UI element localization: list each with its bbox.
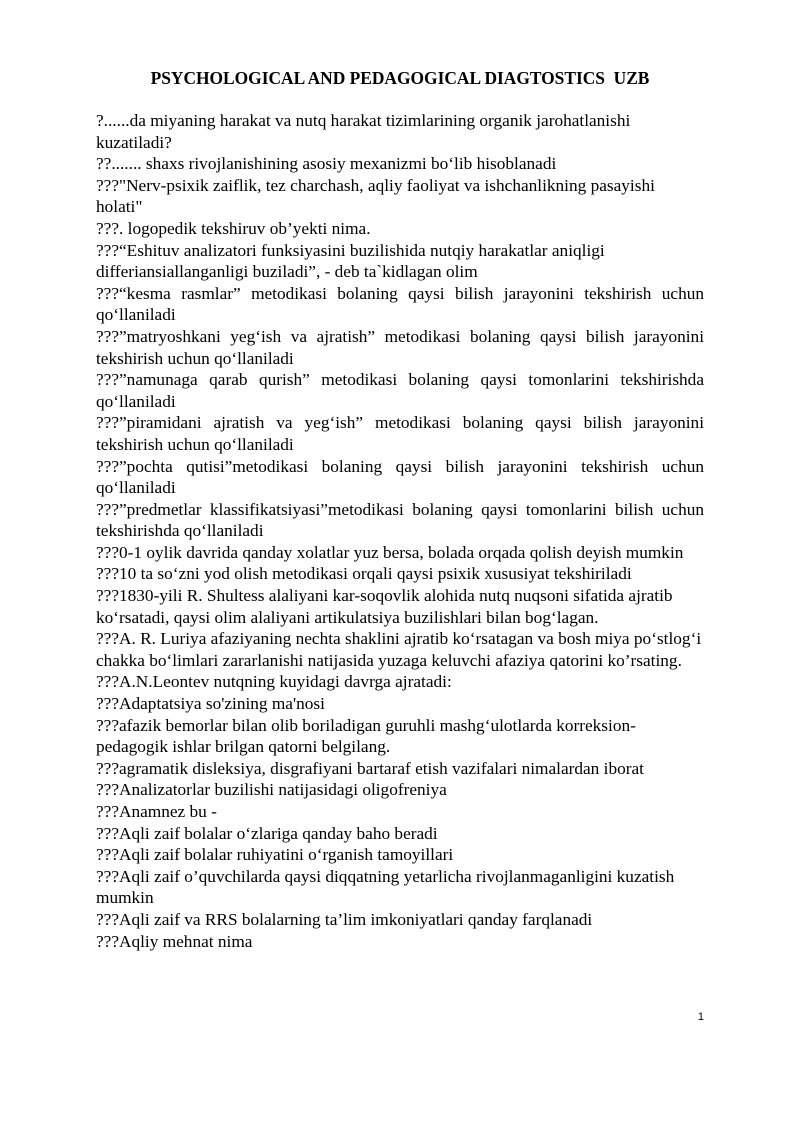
question-item: ???”predmetlar klassifikatsiyasi”metodikasi bolaning qaysi tomonlarini bilish uchun tekshirishda qo‘llaniladi	[96, 499, 704, 541]
question-item: ???Adaptatsiya so'zining ma'nosi	[96, 694, 325, 714]
question-item: ??....... shaxs rivojlanishining asosiy mexanizmi bo‘lib hisoblanadi	[96, 154, 557, 174]
question-item: ???”matryoshkani yeg‘ish va ajratish” metodikasi bolaning qaysi bilish jarayonini tekshirish uchun qo‘llaniladi	[96, 326, 704, 368]
question-item: ???”namunaga qarab qurish” metodikasi bolaning qaysi tomonlarini tekshirishda qo‘llaniladi	[96, 370, 704, 411]
question-item: ???10 ta so‘zni yod olish metodikasi orqali qaysi psixik xususiyat tekshiriladi	[96, 564, 632, 584]
question-item: ???. logopedik tekshiruv ob’yekti nima.	[96, 218, 371, 238]
question-item: ???Aqli zaif bolalar ruhiyatini o‘rganish tamoyillari	[96, 845, 454, 865]
question-item: ???agramatik disleksiya, disgrafiyani bartaraf etish vazifalari nimalardan iborat	[96, 758, 644, 778]
document-title: PSYCHOLOGICAL AND PEDAGOGICAL DIAGTOSTICS UZB	[150, 68, 650, 88]
page-number: 1	[697, 1011, 704, 1023]
question-item: ???”pochta qutisi”metodikasi bolaning qaysi bilish jarayonini tekshirish uchun qo‘llaniladi	[96, 456, 704, 498]
question-item: ???Aqliy mehnat nima	[96, 931, 253, 951]
question-item: ???1830-yili R. Shultess alaliyani kar-soqovlik alohida nutq nuqsoni sifatida ajratib ko‘rsatadi, qaysi olim alaliyani artikulatsiya buzilishlari bilan bog‘lagan.	[96, 586, 673, 627]
question-list	[96, 110, 704, 952]
question-item: ???Analizatorlar buzilishi natijasidagi oligofreniya	[96, 780, 447, 800]
question-item: ???A.N.Leontev nutqning kuyidagi davrga ajratadi:	[96, 672, 452, 692]
question-item: ???Aqli zaif o’quvchilarda qaysi diqqatning yetarlicha rivojlanmaganligini kuzatish mumkin	[96, 866, 675, 908]
question-item: ?......da miyaning harakat va nutq harakat tizimlarining organik jarohatlanishi kuzatiladi?	[96, 111, 631, 152]
question-item: ???A. R. Luriya afaziyaning nechta shaklini ajratib ko‘rsatagan va bosh miya po‘stlog‘i chakka bo‘limlari zararlanishi natijasida yuzaga keluvchi afaziya qatorini ko’rsating.	[96, 629, 702, 670]
question-item: ???Anamnez bu -	[96, 802, 217, 821]
question-item: ???“Eshituv analizatori funksiyasini buzilishida nutqiy harakatlar aniqligi differiansiallanganligi buziladi”, - deb ta`kidlagan olim	[96, 240, 605, 282]
question-item: ???afazik bemorlar bilan olib boriladigan guruhli mashg‘ulotlarda korreksion-pedagogik ishlar brilgan qatorni belgilang.	[96, 715, 636, 757]
question-item: ???”piramidani ajratish va yeg‘ish” metodikasi bolaning qaysi bilish jarayonini tekshirish uchun qo‘llaniladi	[96, 413, 704, 454]
question-item: ???Aqli zaif bolalar o‘zlariga qanday baho beradi	[96, 823, 438, 843]
question-item: ???"Nerv-psixik zaiflik, tez charchash, aqliy faoliyat va ishchanlikning pasayishi holati"	[96, 175, 655, 217]
question-item: ???“kesma rasmlar” metodikasi bolaning qaysi bilish jarayonini tekshirish uchun qo‘llaniladi	[96, 283, 704, 325]
question-item: ???0-1 oylik davrida qanday xolatlar yuz bersa, bolada orqada qolish deyish mumkin	[96, 542, 684, 562]
question-item: ???Aqli zaif va RRS bolalarning ta’lim imkoniyatlari qanday farqlanadi	[96, 909, 593, 929]
